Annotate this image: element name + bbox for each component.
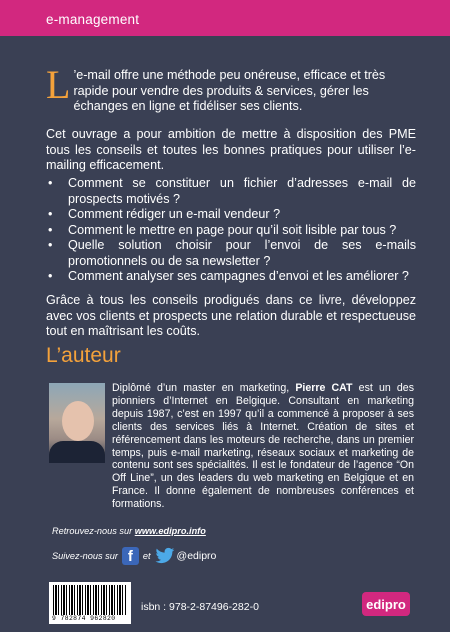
follow-label: Suivez-nous sur	[52, 551, 118, 561]
intro-paragraph	[46, 62, 416, 115]
bullet-icon: •	[48, 207, 53, 221]
list-item: • Comment se constituer un fichier d’adresses e-mail de prospects motivés ?	[48, 176, 416, 206]
purpose-paragraph: Cet ouvrage a pour ambition de mettre à disposition des PME tous les conseils et toutes les bonnes pratiques pour utiliser l’e-mailing efficacement.	[46, 127, 416, 172]
barcode-number: 9 782874 962820	[52, 615, 116, 622]
benefit-paragraph: Grâce à tous les conseils prodigués dans ce livre, développez avec vos clients et prospects une relation durable et respectueuse tout en maîtrisant les coûts.	[46, 293, 416, 338]
bullet-icon: •	[48, 238, 53, 252]
author-photo	[49, 383, 105, 463]
barcode	[49, 582, 131, 624]
social-line	[52, 546, 216, 566]
list-item: • Quelle solution choisir pour l’envoi de ses e-mails promotionnels ou de sa newsletter ?	[48, 238, 416, 268]
list-item: • Comment rédiger un e-mail vendeur ?	[48, 207, 281, 221]
intro-text: ’e-mail offre une méthode peu onéreuse, efficace et très rapide pour vendre des produits & services, gérer les échanges en ligne et fidéliser ses clients.	[73, 68, 386, 113]
publisher-logo: edipro	[362, 592, 410, 616]
bullet-icon: •	[48, 222, 53, 237]
twitter-handle[interactable]: @edipro	[176, 550, 217, 562]
website-line: Retrouvez-nous sur www.edipro.info	[52, 526, 206, 536]
isbn-text: isbn : 978-2-87496-282-0	[141, 601, 259, 613]
list-item: • Comment le mettre en page pour qu’il soit lisible par tous ?	[48, 222, 397, 237]
twitter-icon[interactable]	[155, 547, 175, 565]
bullet-icon: •	[48, 269, 53, 283]
list-item: • Comment analyser ses campagnes d’envoi et les améliorer ?	[48, 269, 409, 283]
barcode-bars	[53, 585, 127, 615]
author-name: Pierre CAT	[295, 382, 353, 394]
series-title: e-management	[46, 12, 140, 27]
author-bio: Diplômé d’un master en marketing, Pierre CAT est un des pionniers d’Internet en Belgique. Consultant en marketing depuis 1987, c’est en 1997 qu’il a commencé à proposer à ses clients des services liés à Internet. Création de sites et référencement dans les moteurs de recherche, dans un premier temps, puis e-mail marketing, réseaux sociaux et marketing de contenu sont ses spécialités. Il est le fondateur de l’agence “On Off Line”, un des leaders du web marketing en Belgique et en France. Il donne également de nombreuses conférences et formations.	[112, 382, 414, 511]
and-word: et	[142, 551, 151, 561]
series-band	[0, 0, 450, 36]
drop-cap: L	[46, 62, 71, 107]
question-list	[46, 176, 416, 285]
author-heading: L’auteur	[46, 344, 121, 367]
website-link[interactable]: www.edipro.info	[134, 526, 206, 536]
facebook-icon[interactable]: f	[122, 547, 139, 565]
author-shirt	[49, 441, 105, 463]
bullet-icon: •	[48, 176, 53, 190]
author-face	[62, 401, 94, 441]
